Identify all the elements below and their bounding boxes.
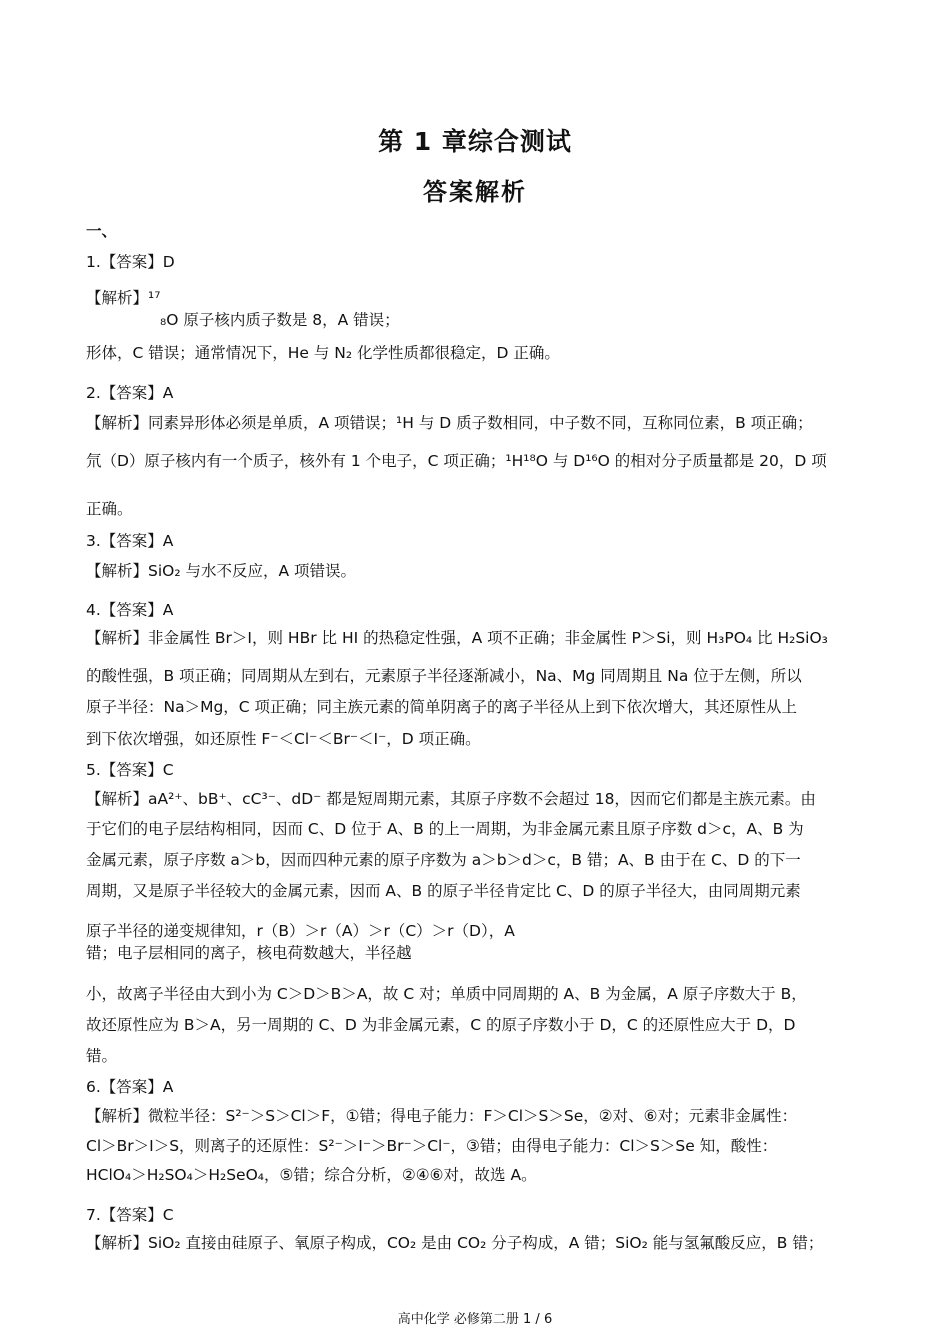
answer-6: 6.【答案】A: [86, 1078, 174, 1096]
analysis-5-line-8: 故还原性应为 B＞A，另一周期的 C、D 为非金属元素，C 的原子序数小于 D，C 的还原性应大于 D，D: [86, 1016, 796, 1034]
analysis-4-line-4: 到下依次增强，如还原性 F⁻＜Cl⁻＜Br⁻＜I⁻，D 项正确。: [86, 730, 481, 748]
analysis-4-line-3: 原子半径：Na＞Mg，C 项正确；同主族元素的简单阴离子的离子半径从上到下依次增大，其还原性从上: [86, 698, 798, 716]
analysis-1-end: 形体，C 错误；通常情况下，He 与 N₂ 化学性质都很稳定，D 正确。: [86, 344, 560, 362]
answer-4: 4.【答案】A: [86, 601, 174, 619]
analysis-5-line-1: 【解析】aA²⁺、bB⁺、cC³⁻、dD⁻ 都是短周期元素，其原子序数不会超过 18，因而它们都是主族元素。由: [86, 790, 816, 808]
analysis-6-line-2: Cl＞Br＞I＞S，则离子的还原性：S²⁻＞I⁻＞Br⁻＞Cl⁻，③错；由得电子能力：Cl＞S＞Se 知，酸性：: [86, 1137, 778, 1155]
analysis-5-line-9: 错。: [86, 1047, 118, 1065]
analysis-2-line-3: 正确。: [86, 500, 133, 518]
analysis-7-line-1: 【解析】SiO₂ 直接由硅原子、氧原子构成，CO₂ 是由 CO₂ 分子构成，A 错；SiO₂ 能与氢氟酸反应，B 错；: [86, 1234, 824, 1252]
analysis-1-head: 【解析】¹⁷: [86, 289, 161, 307]
section-heading: 一、: [86, 222, 118, 240]
analysis-3: 【解析】SiO₂ 与水不反应，A 项错误。: [86, 562, 357, 580]
analysis-6-line-1: 【解析】微粒半径：S²⁻＞S＞Cl＞F，①错；得电子能力：F＞Cl＞S＞Se，②对、⑥对；元素非金属性：: [86, 1107, 798, 1125]
answer-5: 5.【答案】C: [86, 761, 174, 779]
answer-1: 1.【答案】D: [86, 253, 175, 271]
analysis-5-line-6: 错；电子层相同的离子，核电荷数越大，半径越: [86, 944, 412, 962]
analysis-2-line-1: 【解析】同素异形体必须是单质，A 项错误；¹H 与 D 质子数相同，中子数不同，互称同位素，B 项正确；: [86, 414, 813, 432]
analysis-5-line-2: 于它们的电子层结构相同，因而 C、D 位于 A、B 的上一周期，为非金属元素且原子序数 d＞c，A、B 为: [86, 820, 804, 838]
page-footer: 高中化学 必修第二册 1 / 6: [397, 1312, 553, 1327]
answer-7: 7.【答案】C: [86, 1206, 174, 1224]
analysis-5-line-7: 小，故离子半径由大到小为 C＞D＞B＞A，故 C 对；单质中同周期的 A、B 为金属，A 原子序数大于 B，: [86, 985, 807, 1003]
analysis-5-line-4: 周期，又是原子半径较大的金属元素，因而 A、B 的原子半径肯定比 C、D 的原子半径大，由同周期元素: [86, 882, 801, 900]
analysis-2-line-2: 氘（D）原子核内有一个质子，核外有 1 个电子，C 项正确；¹H¹⁸O 与 D¹⁶O 的相对分子质量都是 20，D 项: [86, 452, 827, 470]
answer-2: 2.【答案】A: [86, 384, 174, 402]
analysis-1-cont: ₈O 原子核内质子数是 8，A 错误；: [160, 311, 400, 329]
analysis-5-line-3: 金属元素，原子序数 a＞b，因而四种元素的原子序数为 a＞b＞d＞c，B 错；A、B 由于在 C、D 的下一: [86, 851, 801, 869]
page-subtitle: 答案解析: [423, 178, 527, 206]
answer-3: 3.【答案】A: [86, 532, 174, 550]
analysis-4-line-2: 的酸性强，B 项正确；同周期从左到右，元素原子半径逐渐减小，Na、Mg 同周期且 Na 位于左侧，所以: [86, 667, 802, 685]
page-title: 第 1 章综合测试: [378, 127, 572, 156]
analysis-6-line-3: HClO₄＞H₂SO₄＞H₂SeO₄，⑤错；综合分析，②④⑥对，故选 A。: [86, 1166, 537, 1184]
analysis-5-line-5: 原子半径的递变规律知，r（B）＞r（A）＞r（C）＞r（D），A: [86, 922, 515, 940]
analysis-4-line-1: 【解析】非金属性 Br＞I，则 HBr 比 HI 的热稳定性强，A 项不正确；非金属性 P＞Si，则 H₃PO₄ 比 H₂SiO₃: [86, 629, 828, 647]
